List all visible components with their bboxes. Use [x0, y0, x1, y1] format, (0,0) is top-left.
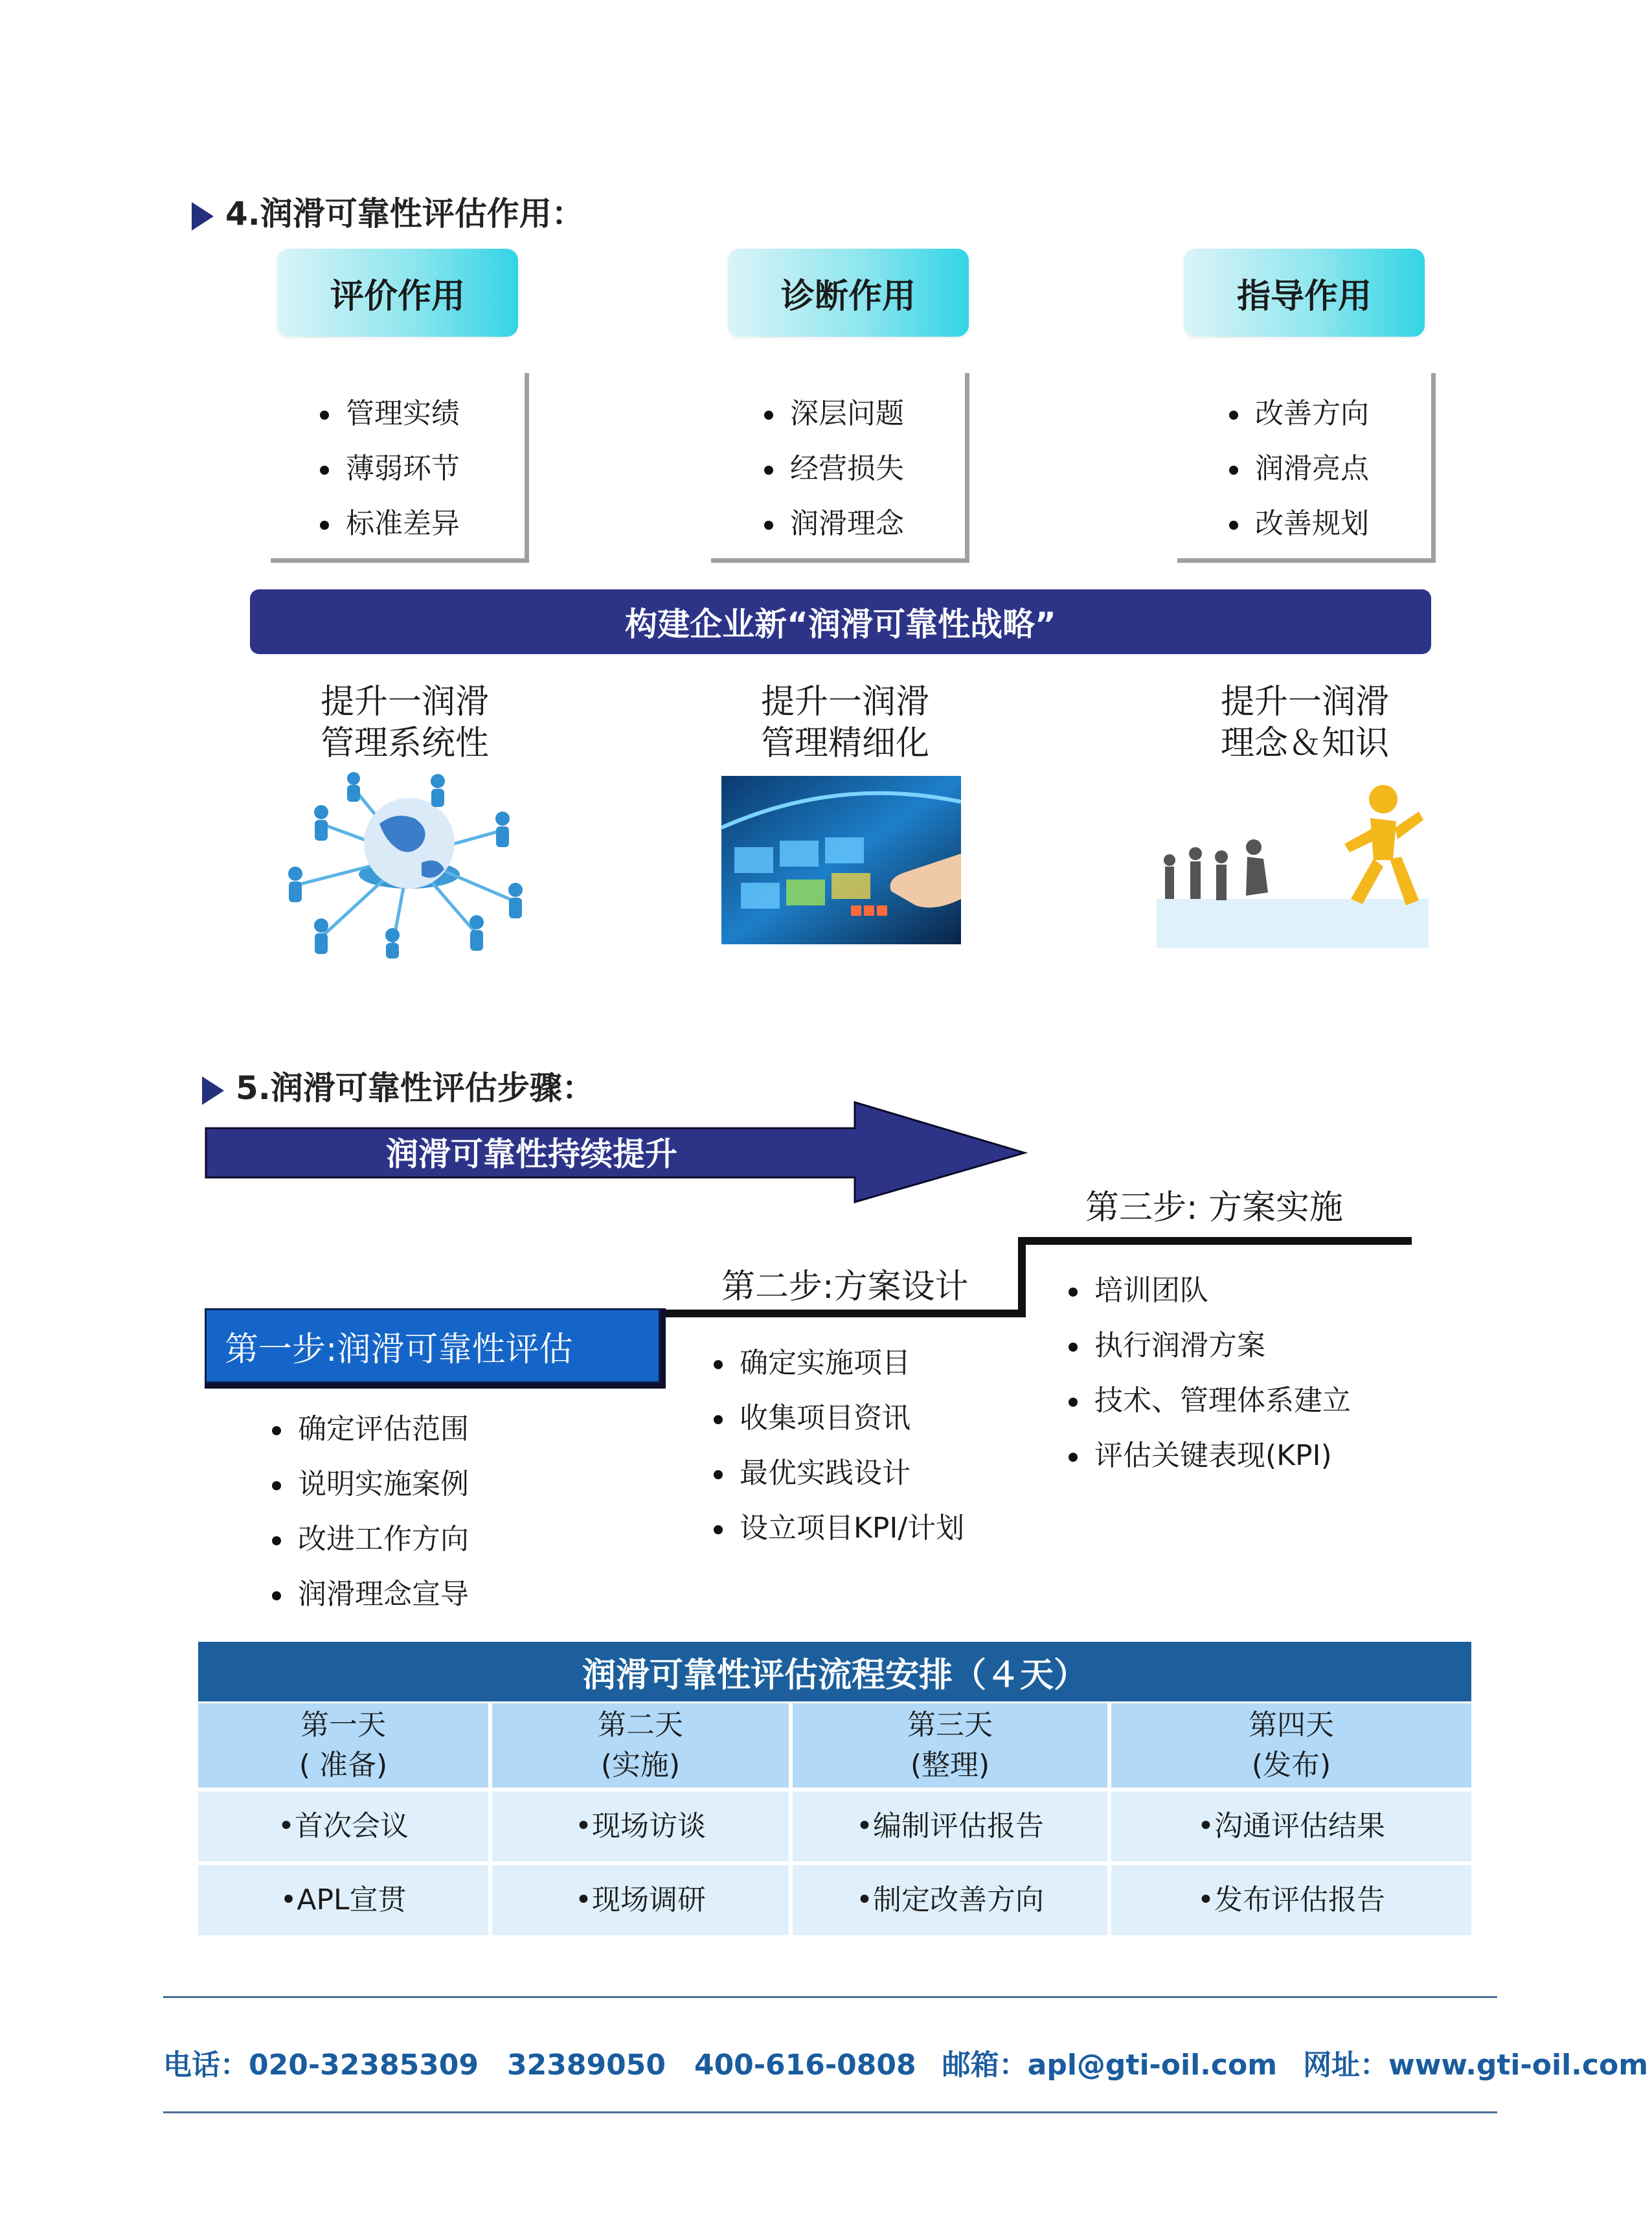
role-evaluate-button: 评价作用 — [277, 249, 518, 337]
schedule-title: 润滑可靠性评估流程安排（４天） — [198, 1642, 1471, 1701]
table-header-cell: 第一天 ( 准备) — [198, 1703, 488, 1788]
improvement-caption-3: 提升一润滑 理念＆知识 — [1220, 683, 1389, 763]
list-item: 执行润滑方案 — [1069, 1318, 1351, 1373]
list-item: 说明实施案例 — [272, 1457, 469, 1512]
table-cell: •APL宣贯 — [198, 1865, 488, 1935]
list-item: 润滑理念宣导 — [272, 1567, 469, 1622]
role-evaluate-list — [271, 373, 529, 563]
list-item: 确定实施项目 — [714, 1335, 964, 1391]
list-item: 经营损失 — [764, 441, 904, 496]
list-item: 改善规划 — [1229, 496, 1369, 551]
globe-network-image — [282, 772, 535, 960]
table-header-cell: 第二天 (实施) — [492, 1703, 789, 1788]
list-item: 标准差异 — [320, 496, 460, 551]
footer-contact — [163, 2041, 1649, 2083]
role-guide-button: 指导作用 — [1184, 249, 1425, 337]
list-item: 设立项目KPI/计划 — [714, 1501, 964, 1556]
footer-divider — [163, 1996, 1497, 1998]
list-item: 改进工作方向 — [272, 1512, 469, 1567]
section-4-heading: 4.润滑可靠性评估作用： — [192, 188, 584, 234]
list-item: 收集项目资讯 — [714, 1391, 964, 1446]
table-cell: •现场调研 — [492, 1865, 789, 1935]
touch-screen-image — [721, 776, 961, 944]
table-cell: •发布评估报告 — [1111, 1865, 1471, 1935]
step-1-list — [272, 1402, 469, 1622]
step-2-label: 第二步:方案设计 — [721, 1267, 969, 1306]
step-1-label: 第一步:润滑可靠性评估 — [205, 1308, 661, 1383]
role-diagnose-button: 诊断作用 — [728, 249, 969, 337]
table-cell: •编制评估报告 — [793, 1791, 1107, 1861]
step-3-list — [1069, 1263, 1351, 1483]
improvement-caption-2: 提升一润滑 管理精细化 — [760, 683, 929, 763]
arrow-label: 润滑可靠性持续提升 — [386, 1135, 677, 1173]
list-item: 管理实绩 — [320, 386, 460, 441]
step-2-list — [714, 1335, 964, 1556]
arrow-bullet-icon — [202, 1076, 224, 1105]
improvement-caption-1: 提升一润滑 管理系统性 — [320, 683, 489, 763]
table-cell: •首次会议 — [198, 1791, 488, 1861]
list-item: 润滑亮点 — [1229, 441, 1369, 496]
footer-phone: 电话：020-32385309 32389050 400-616-0808 — [163, 2049, 916, 2082]
list-item: 改善方向 — [1229, 386, 1369, 441]
arrow-bullet-icon — [192, 202, 214, 231]
table-cell: •现场访谈 — [492, 1791, 789, 1861]
list-item: 技术、管理体系建立 — [1069, 1373, 1351, 1428]
footer-divider — [163, 2111, 1497, 2113]
list-item: 培训团队 — [1069, 1263, 1351, 1318]
role-guide-list — [1177, 373, 1436, 563]
table-header-cell: 第三天 (整理) — [793, 1703, 1107, 1788]
table-cell: •制定改善方向 — [793, 1865, 1107, 1935]
step-3-label: 第三步: 方案实施 — [1085, 1188, 1344, 1227]
list-item: 最优实践设计 — [714, 1446, 964, 1501]
table-header-cell: 第四天 (发布) — [1111, 1703, 1471, 1788]
list-item: 确定评估范围 — [272, 1402, 469, 1457]
section-5-heading: 5.润滑可靠性评估步骤： — [202, 1062, 594, 1109]
list-item: 评估关键表现(KPI) — [1069, 1428, 1351, 1483]
list-item: 深层问题 — [764, 386, 904, 441]
table-cell: •沟通评估结果 — [1111, 1791, 1471, 1861]
footer-email[interactable]: 邮箱：apl@gti-oil.com — [942, 2049, 1278, 2082]
running-figure-image — [1157, 782, 1429, 948]
footer-website[interactable]: 网址：www.gti-oil.com — [1303, 2049, 1649, 2082]
strategy-banner: 构建企业新“润滑可靠性战略” — [250, 589, 1431, 654]
list-item: 薄弱环节 — [320, 441, 460, 496]
role-diagnose-list — [711, 373, 969, 563]
list-item: 润滑理念 — [764, 496, 904, 551]
